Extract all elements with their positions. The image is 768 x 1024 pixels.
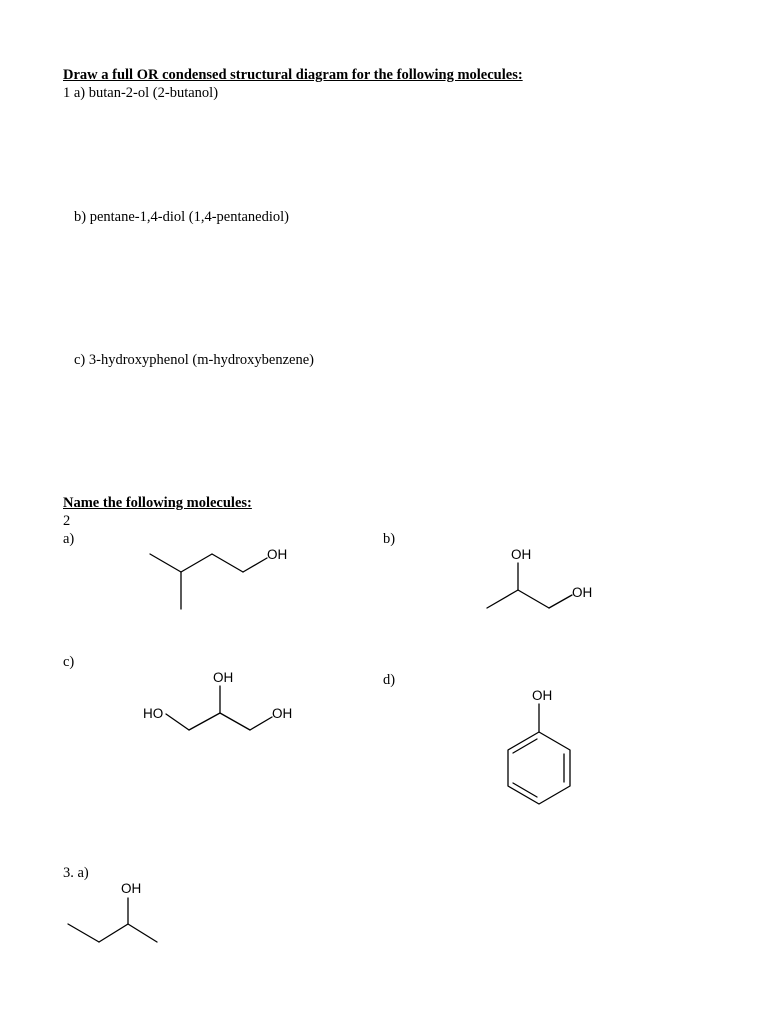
question-2b-label: b) — [383, 531, 396, 547]
question-2-number: 2 — [63, 513, 71, 529]
question-3a-label: 3. a) — [63, 865, 89, 881]
hydroxyl-label-right: OH — [572, 585, 593, 600]
question-2a-label: a) — [63, 531, 75, 547]
hydroxyl-label: OH — [267, 547, 288, 562]
hydroxyl-label-right: OH — [272, 706, 293, 721]
bond — [68, 924, 99, 942]
bond — [99, 924, 128, 942]
hydroxyl-label-left: HO — [143, 706, 164, 721]
question-2d-label: d) — [383, 672, 396, 688]
section2-heading: Name the following molecules: — [63, 495, 252, 511]
question-1a: 1 a) butan-2-ol (2-butanol) — [63, 85, 219, 101]
hydroxyl-label-top: OH — [213, 670, 234, 685]
question-1b: b) pentane-1,4-diol (1,4-pentanediol) — [74, 209, 290, 225]
hydroxyl-label-top: OH — [511, 547, 532, 562]
question-2c-label: c) — [63, 654, 75, 670]
hydroxyl-label: OH — [532, 688, 553, 703]
hydroxyl-label: OH — [121, 881, 142, 896]
section1-heading: Draw a full OR condensed structural diagram for the following molecules: — [63, 67, 523, 83]
bond — [128, 924, 157, 942]
question-1c: c) 3-hydroxyphenol (m-hydroxybenzene) — [74, 352, 314, 368]
